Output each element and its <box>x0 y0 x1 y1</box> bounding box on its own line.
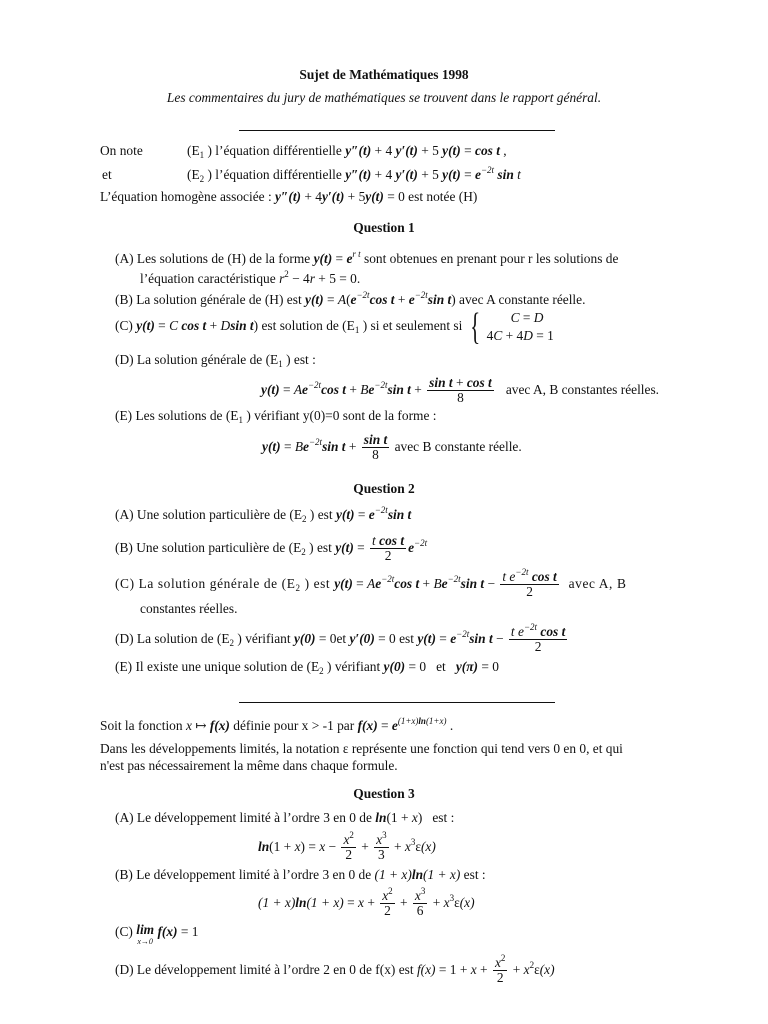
q3-option-d: (D) Le développement limité à l’ordre 2 en 0 de f(x) est f(x) = 1 + x + $\frac{x^2}{2}$ + $x^2\varepsilon(x)$ <box>115 953 555 986</box>
q3-option-c: (C) lim x→0 f(x) = 1 <box>115 922 199 946</box>
dev-limits-note-line1: Dans les développements limités, la notation ε représente une fonction qui tend vers 0 en 0, et qui <box>100 741 623 756</box>
q2-option-d: (D) La solution de ($E_2$ ) vérifiant y(0) = 0et y′(0) = 0 est $y(t) = e^{-2t}\sin$ t − $\frac{t e^{-2t} \cos t}{2}$ <box>115 622 566 655</box>
function-definition: Soit la fonction x ↦ f(x) définie pour x > -1 par $f(x) = e^{(1+x)ln(1+x)}$ . <box>100 716 454 733</box>
q3-option-b: (B) Le développement limité à l’ordre 3 en 0 de (1 + x)ln(1 + x) est : <box>115 867 486 882</box>
q2-option-c: (C) La solution générale de ($E_2$ ) est $y(t) = Ae^{-2t}\cos$ $t + Be^{-2t}\sin$ t − $\frac{t e^{-2t} \cos t}{2}$ avec A, B <box>115 567 627 600</box>
q2-option-b: (B) Une solution particulière de ($E_2$ ) est y(t) = $\frac{\text{t cos t}}{2}$ $e^{-2t}$ <box>115 533 428 564</box>
intro-e2: ($E_2$ ) l’équation différentielle y″(t) + 4 y′(t) + 5 $y(t) = e^{-2t}$ sin t <box>187 165 521 184</box>
intro-e1: ($E_1$ ) l’équation différentielle y″(t) + 4 y′(t) + 5 y(t) = cos t , <box>187 143 507 160</box>
q1-option-d-formula: $y(t) = Ae^{-2t}\cos$ $t + Be^{-2t}\sin$ t + $\frac{\text{sin t + cos t}}{8}$ avec A, B constantes réelles. <box>261 375 660 406</box>
page-subtitle: Les commentaires du jury de mathématiques se trouvent dans le rapport général. <box>166 90 602 105</box>
question-2-title: Question 2 <box>353 481 415 496</box>
limit-operator: lim x→0 <box>136 922 155 946</box>
divider <box>239 702 555 703</box>
q1-option-e: (E) Les solutions de ($E_1$ ) vérifiant y(0)=0 sont de la forme : <box>115 408 437 425</box>
intro-et: et <box>102 167 112 182</box>
q1-option-d: (D) La solution générale de ($E_1$ ) est : <box>115 352 316 369</box>
q2-option-e: (E) Il existe une unique solution de ($E_2$ ) vérifiant y(0) = 0 et y(π) = 0 <box>115 659 499 676</box>
q1-option-e-formula: $y(t) = Be^{-2t}\sin$ t + $\frac{\text{sin t}}{8}$ avec B constante réelle. <box>262 432 522 463</box>
q1-option-b: (B) La solution générale de (H) est $y(t) = A(e^{-2t}\cos$ $t + e^{-2t}\sin$ t) avec A constante réelle. <box>115 290 586 307</box>
q1-option-a: (A) Les solutions de (H) de la forme $y(t) = e^{r t}$ sont obtenues en prenant pour r les solutions de <box>115 249 619 266</box>
intro-on-note: On note <box>100 143 143 158</box>
q3-option-a: (A) Le développement limité à l’ordre 3 en 0 de ln(1 + x) est : <box>115 810 455 825</box>
dev-limits-note-line2: n'est pas nécessairement la même dans chaque formule. <box>100 758 398 773</box>
page-title: Sujet de Mathématiques 1998 <box>299 67 469 82</box>
divider <box>239 130 555 131</box>
q1-option-c: (C) y(t) = C cos t + Dsin t) est solution de ($E_1$ ) si et seulement si { C = D 4C + 4D = 1 <box>115 305 554 348</box>
intro-homogeneous: L’équation homogène associée : y″(t) + 4y′(t) + 5y(t) = 0 est notée (H) <box>100 189 478 204</box>
system-brace: { <box>470 305 481 348</box>
question-1-title: Question 1 <box>353 220 415 235</box>
q1-option-a-line2: l’équation caractéristique $r^2 - 4r + 5 = 0$. <box>140 269 361 286</box>
q3-option-a-formula: ln(1 + x) = x − $\frac{x^2}{2}$ + $\frac{x^3}{3}$ + $x^3\varepsilon(x)$ <box>258 830 436 863</box>
q2-option-c-line2: constantes réelles. <box>140 601 238 616</box>
q2-option-a: (A) Une solution particulière de ($E_2$ ) est $y(t) = e^{-2t}\sin$ t <box>115 505 412 524</box>
system-equations: C = D 4C + 4D = 1 <box>486 309 554 343</box>
q3-option-b-formula: (1 + x)ln(1 + x) = x + $\frac{x^2}{2}$ + $\frac{x^3}{6}$ + $x^3\varepsilon(x)$ <box>258 886 475 919</box>
question-3-title: Question 3 <box>353 786 415 801</box>
